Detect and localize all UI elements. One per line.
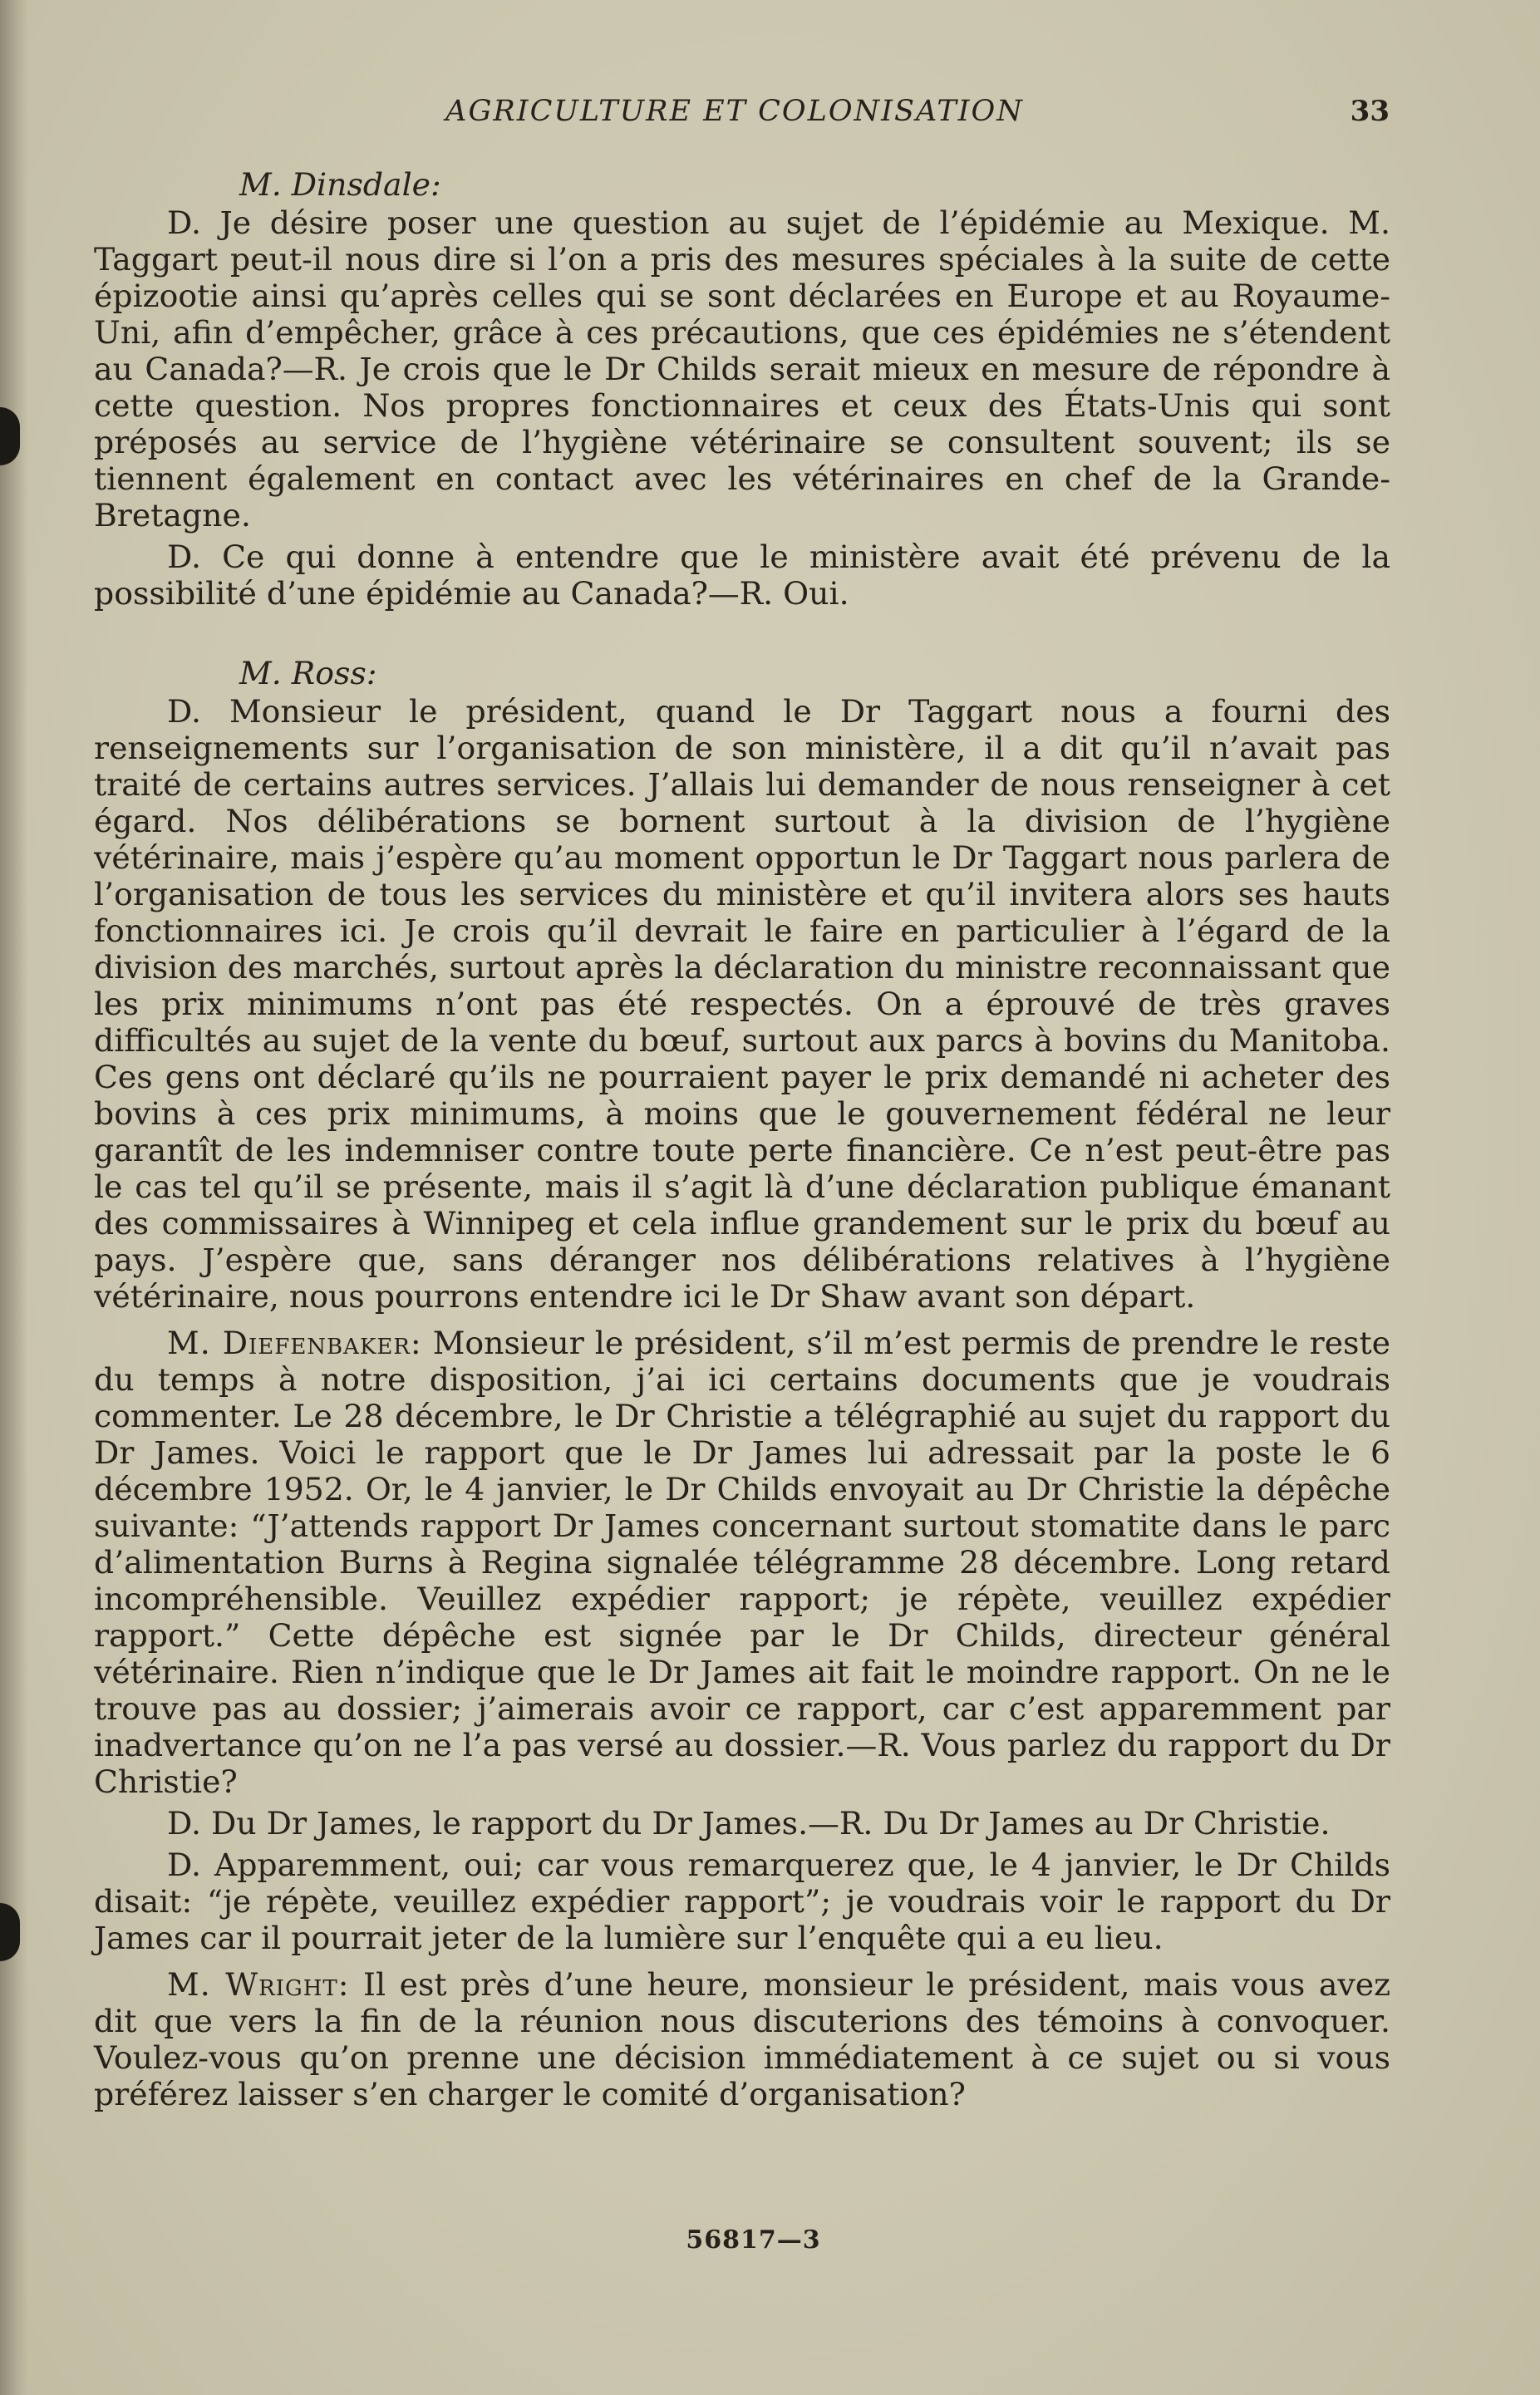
paragraph-wright <box>94 1966 1390 2112</box>
page-binding-edge <box>0 0 28 2395</box>
speaker-heading-dinsdale: M. Dinsdale: <box>239 166 441 203</box>
speaker-name-wright: M. Wright: <box>167 1966 350 2003</box>
section-gap <box>94 617 1390 655</box>
paragraph-text: Monsieur le président, s’il m’est permis de prendre le reste du temps à notre disposition, j’ai ici certains documents que je voudrais commenter. Le 28 décembre, le Dr Christie a télégraphié au sujet du rapport du Dr James. Voici le rapport que le Dr James lui adressait par la poste le 6 décembre 1952. Or, le 4 janvier, le Dr Childs envoyait au Dr Christie la dépêche suivante: “J’attends rapport Dr James concernant surtout stomatite dans le parc d’alimentation Burns à Regina signalée télégramme 28 décembre. Long retard incompréhensible. Veuillez expédier rapport; je répète, veuillez expédier rapport.” Cette dépêche est signée par le Dr Childs, directeur général vétérinaire. Rien n’indique que le Dr James ait fait le moindre rapport. On ne le trouve pas au dossier; j’aimerais avoir ce rapport, car c’est apparemment par inadvertance qu’on ne l’a pas versé au dossier.—R. Vous parlez du rapport du Dr Christie? <box>94 1325 1391 1800</box>
paragraph-diefenbaker <box>94 1325 1390 1800</box>
paragraph: D. Ce qui donne à entendre que le ministère avait été prévenu de la possibilité d’une épidémie au Canada?—R. Oui. <box>94 539 1390 612</box>
speaker-heading-ross: M. Ross: <box>239 655 377 691</box>
page-number: 33 <box>1350 95 1390 128</box>
paragraph-text: Il est près d’une heure, monsieur le président, mais vous avez dit que vers la fin de la réunion nous discuterions des témoins à convoquer. Voulez-vous qu’on prenne une décision immédiatement à ce sujet ou si vous préférez laisser s’en charger le comité d’organisation? <box>94 1966 1390 2112</box>
printer-signature <box>0 2225 1540 2255</box>
page-header <box>93 91 1390 133</box>
running-title: AGRICULTURE ET COLONISATION <box>445 95 1024 128</box>
paragraph: D. Monsieur le président, quand le Dr Taggart nous a fourni des renseignements sur l’organisation de son ministère, il a dit qu’il n’avait pas traité de certains autres services. J’allais lui demander de nous renseigner à cet égard. Nos délibérations se bornent surtout à la division de l’hygiène vétérinaire, mais j’espère qu’au moment opportun le Dr Taggart nous parlera de l’organisation de tous les services du ministère et qu’il invitera alors ses hauts fonctionnaires ici. Je crois qu’il devrait le faire en particulier à l’égard de la division des marchés, surtout après la déclaration du ministre reconnaissant que les prix minimums n’ont pas été respectés. On a éprouvé de très graves difficultés au sujet de la vente du bœuf, surtout aux parcs à bovins du Manitoba. Ces gens ont déclaré qu’ils ne pourraient payer le prix demandé ni acheter des bovins à ces prix minimums, à moins que le gouvernement fédéral ne leur garantît de les indemniser contre toute perte financière. Ce n’est peut-être pas le cas tel qu’il se présente, mais il s’agit là d’une déclaration publique émanant des commissaires à Winnipeg et cela influe grandement sur le prix du bœuf au pays. J’espère que, sans déranger nos délibérations relatives à l’hygiène vétérinaire, nous pourrons entendre ici le Dr Shaw avant son départ. <box>94 693 1390 1315</box>
paragraph: D. Je désire poser une question au sujet de l’épidémie au Mexique. M. Taggart peut-il nous dire si l’on a pris des mesures spéciales à la suite de cette épizootie ainsi qu’après celles qui se sont déclarées en Europe et au Royaume-Uni, afin d’empêcher, grâce à ces précautions, que ces épidémies ne s’étendent au Canada?—R. Je crois que le Dr Childs serait mieux en mesure de répondre à cette question. Nos propres fonctionnaires et ceux des États-Unis qui sont préposés au service de l’hygiène vétérinaire se consultent souvent; ils se tiennent également en contact avec les vétérinaires en chef de la Grande-Bretagne. <box>94 204 1390 534</box>
paragraph: D. Apparemment, oui; car vous remarquerez que, le 4 janvier, le Dr Childs disait: “je répète, veuillez expédier rapport”; je voudrais voir le rapport du Dr James car il pourrait jeter de la lumière sur l’enquête qui a eu lieu. <box>94 1847 1390 1956</box>
page-body <box>94 166 1390 2117</box>
signature-text: 56817—3 <box>686 2225 821 2255</box>
paragraph: D. Du Dr James, le rapport du Dr James.—R. Du Dr James au Dr Christie. <box>167 1805 1331 1842</box>
speaker-name-diefenbaker: M. Diefenbaker: <box>167 1325 422 1361</box>
